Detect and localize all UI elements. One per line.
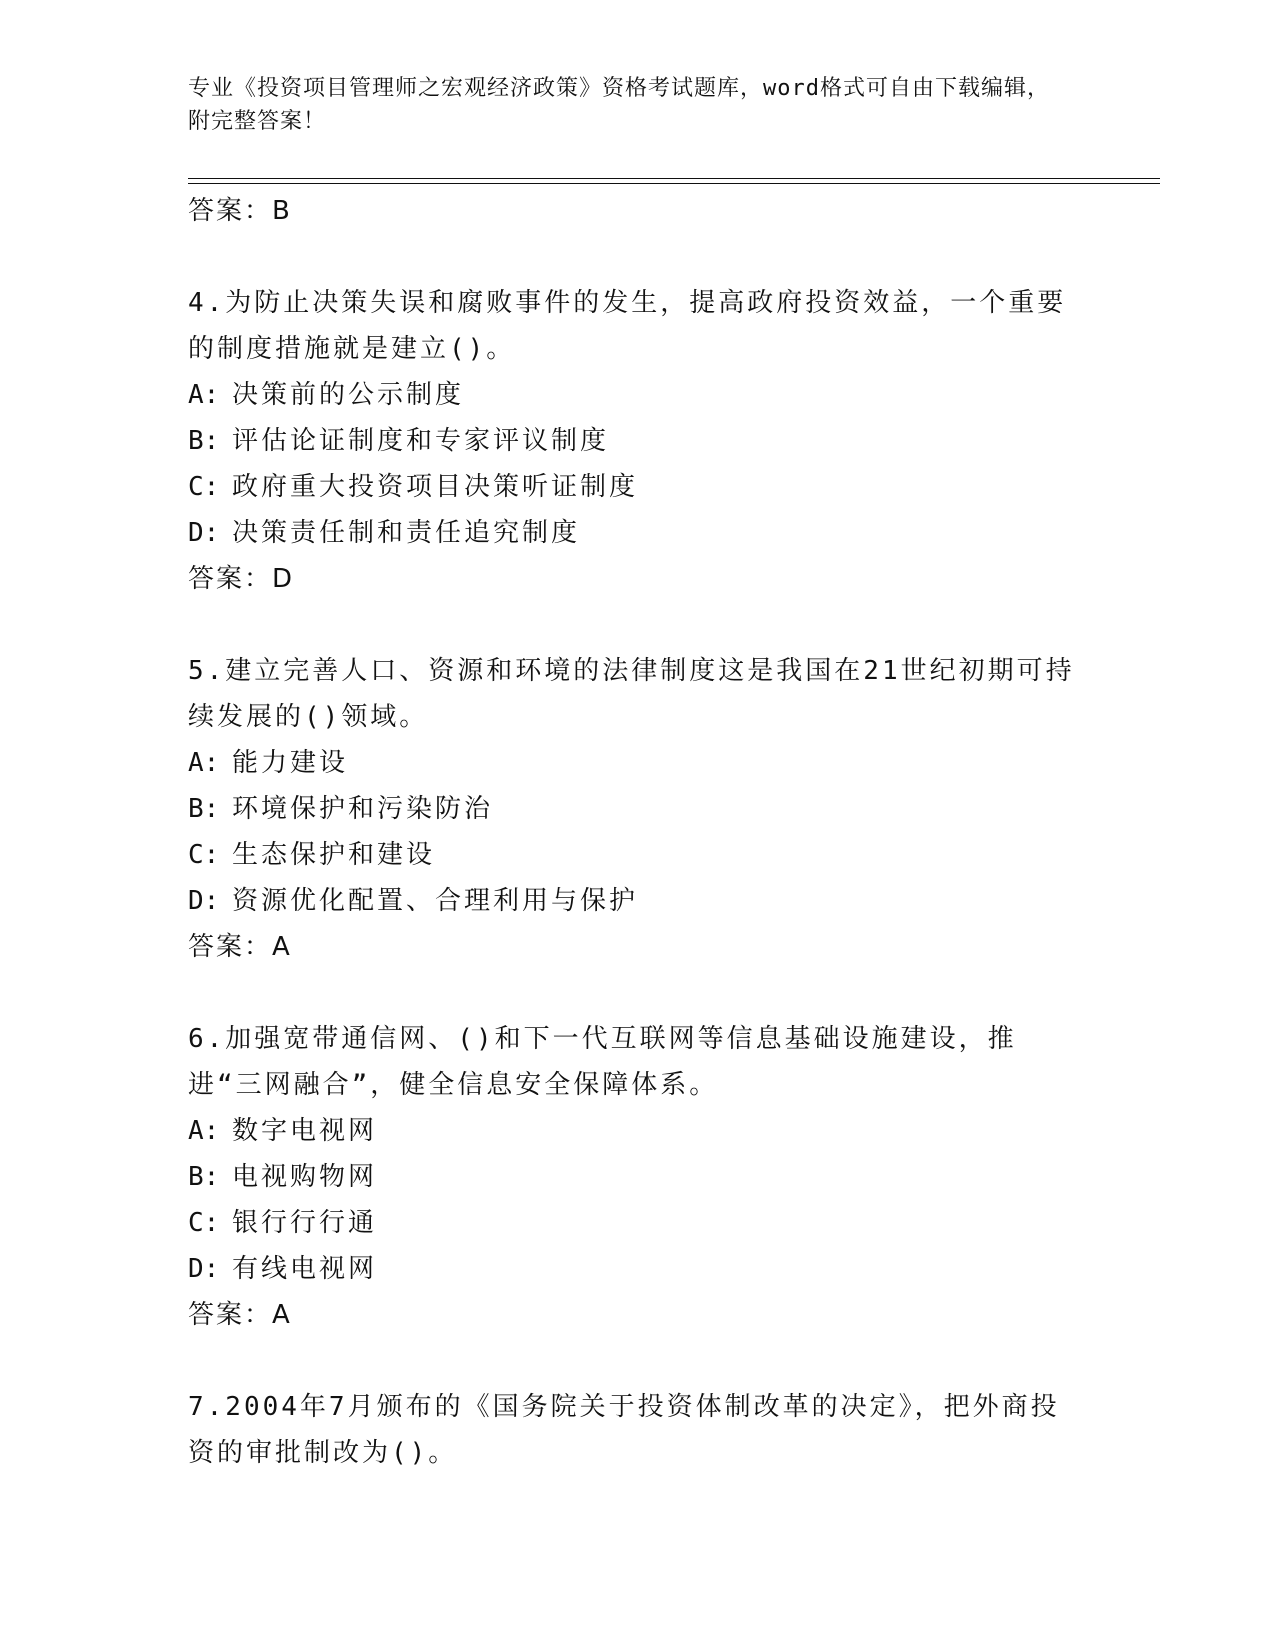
option-a — [188, 372, 1088, 418]
option-text: 评估论证制度和专家评议制度 — [232, 426, 610, 456]
header-divider-bottom — [188, 183, 1160, 184]
option-d — [188, 878, 1088, 924]
option-d — [188, 510, 1088, 556]
option-key: B: — [188, 426, 220, 456]
question-stem: 6.加强宽带通信网、()和下一代互联网等信息基础设施建设，推进“三网融合”，健全信息安全保障体系。 — [188, 1024, 1017, 1100]
option-text: 数字电视网 — [232, 1116, 378, 1146]
option-a — [188, 740, 1088, 786]
option-a — [188, 1108, 1088, 1154]
option-b — [188, 1154, 1088, 1200]
question-list — [188, 188, 1088, 1476]
option-key: A: — [188, 380, 220, 410]
question-stem: 7.2004年7月颁布的《国务院关于投资体制改革的决定》，把外商投资的审批制改为()。 — [188, 1392, 1060, 1468]
option-c — [188, 464, 1088, 510]
question-item — [188, 648, 1088, 970]
option-text: 电视购物网 — [232, 1162, 378, 1192]
option-key: C: — [188, 840, 220, 870]
option-key: A: — [188, 1116, 220, 1146]
question-stem: 5.建立完善人口、资源和环境的法律制度这是我国在21世纪初期可持续发展的()领域。 — [188, 656, 1075, 732]
answer-line: 答案：A — [188, 1300, 292, 1330]
option-key: D: — [188, 518, 220, 548]
option-text: 生态保护和建设 — [232, 840, 436, 870]
option-key: C: — [188, 1208, 220, 1238]
option-text: 银行行行通 — [232, 1208, 378, 1238]
option-key: B: — [188, 1162, 220, 1192]
question-stem: 4.为防止决策失误和腐败事件的发生，提高政府投资效益，一个重要的制度措施就是建立()。 — [188, 288, 1067, 364]
option-c — [188, 832, 1088, 878]
option-text: 环境保护和污染防治 — [232, 794, 494, 824]
header-divider-top — [188, 178, 1160, 179]
option-text: 有线电视网 — [232, 1254, 378, 1284]
question-item — [188, 280, 1088, 602]
option-key: B: — [188, 794, 220, 824]
option-d — [188, 1246, 1088, 1292]
option-key: C: — [188, 472, 220, 502]
option-key: D: — [188, 886, 220, 916]
option-key: D: — [188, 1254, 220, 1284]
answer-line: 答案：B — [188, 196, 292, 226]
option-key: A: — [188, 748, 220, 778]
document-header: 专业《投资项目管理师之宏观经济政策》资格考试题库，word格式可自由下载编辑，附完整答案！ — [188, 76, 1050, 134]
option-b — [188, 418, 1088, 464]
option-text: 决策责任制和责任追究制度 — [232, 518, 581, 548]
option-text: 政府重大投资项目决策听证制度 — [232, 472, 639, 502]
option-text: 资源优化配置、合理利用与保护 — [232, 886, 639, 916]
question-item — [188, 1384, 1088, 1476]
option-b — [188, 786, 1088, 832]
option-text: 能力建设 — [232, 748, 349, 778]
answer-line: 答案：A — [188, 932, 292, 962]
answer-line: 答案：D — [188, 564, 295, 594]
question-item — [188, 1016, 1088, 1338]
option-text: 决策前的公示制度 — [232, 380, 465, 410]
option-c — [188, 1200, 1088, 1246]
